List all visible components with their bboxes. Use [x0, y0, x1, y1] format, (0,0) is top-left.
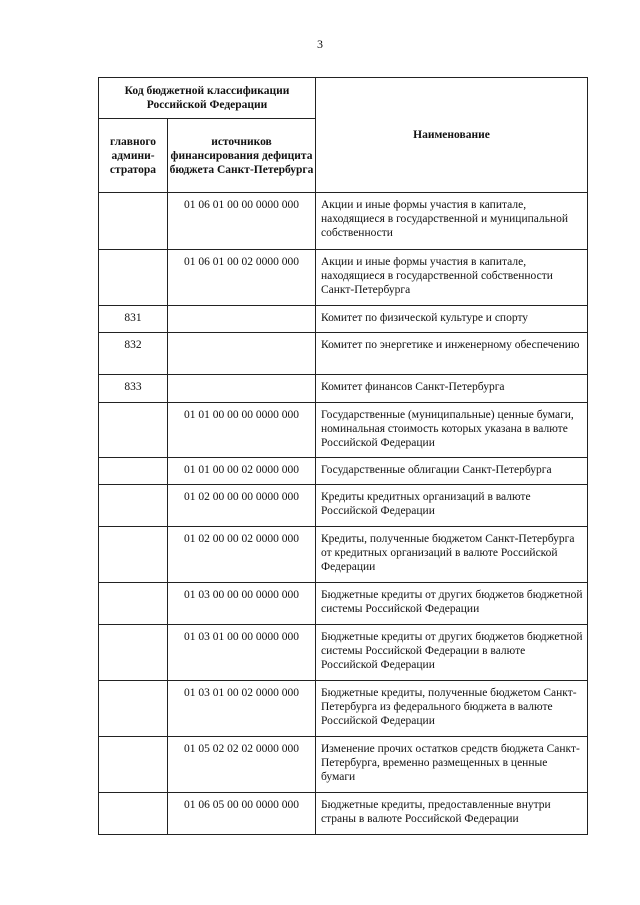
source-code-cell: 01 02 00 00 02 0000 000	[168, 527, 316, 583]
name-cell: Бюджетные кредиты, полученные бюджетом Санкт-Петербурга из федерального бюджета в валюте Российской Федерации	[316, 681, 588, 737]
admin-code-cell	[99, 485, 168, 527]
name-cell: Комитет финансов Санкт-Петербурга	[316, 375, 588, 403]
name-cell: Бюджетные кредиты, предоставленные внутри страны в валюте Российской Федерации	[316, 793, 588, 835]
page-number: 3	[317, 37, 323, 51]
table-row	[99, 625, 588, 681]
header-name: Наименование	[316, 78, 588, 193]
source-code-cell: 01 03 01 00 00 0000 000	[168, 625, 316, 681]
table-body	[99, 193, 588, 835]
header-classification-code: Код бюджетной классификации Российской Федерации	[99, 78, 316, 119]
table-row	[99, 403, 588, 458]
table-row	[99, 527, 588, 583]
source-code-cell: 01 03 00 00 00 0000 000	[168, 583, 316, 625]
name-cell: Бюджетные кредиты от других бюджетов бюджетной системы Российской Федерации в валюте Российской Федерации	[316, 625, 588, 681]
admin-code-cell	[99, 793, 168, 835]
name-cell: Бюджетные кредиты от других бюджетов бюджетной системы Российской Федерации	[316, 583, 588, 625]
name-cell: Государственные (муниципальные) ценные бумаги, номинальная стоимость которых указана в валюте Российской Федерации	[316, 403, 588, 458]
table-row	[99, 737, 588, 793]
name-cell: Государственные облигации Санкт-Петербурга	[316, 458, 588, 485]
header-financing-sources: источников финансирования дефицита бюджета Санкт-Петербурга	[168, 119, 316, 193]
admin-code-cell	[99, 737, 168, 793]
name-cell: Комитет по энергетике и инженерному обеспечению	[316, 333, 588, 375]
name-cell: Акции и иные формы участия в капитале, находящиеся в государственной и муниципальной собственности	[316, 193, 588, 250]
admin-code-cell	[99, 527, 168, 583]
source-code-cell: 01 06 01 00 02 0000 000	[168, 250, 316, 306]
source-code-cell: 01 05 02 02 02 0000 000	[168, 737, 316, 793]
table-row	[99, 485, 588, 527]
source-code-cell	[168, 375, 316, 403]
admin-code-cell	[99, 583, 168, 625]
name-cell: Изменение прочих остатков средств бюджета Санкт-Петербурга, временно размещенных в ценные бумаги	[316, 737, 588, 793]
table-row	[99, 306, 588, 333]
table-row	[99, 193, 588, 250]
table-row	[99, 458, 588, 485]
admin-code-cell: 833	[99, 375, 168, 403]
table-row	[99, 333, 588, 375]
admin-code-cell: 832	[99, 333, 168, 375]
admin-code-cell: 831	[99, 306, 168, 333]
table-row	[99, 681, 588, 737]
admin-code-cell	[99, 193, 168, 250]
source-code-cell: 01 06 05 00 00 0000 000	[168, 793, 316, 835]
table-row	[99, 250, 588, 306]
table-row	[99, 583, 588, 625]
name-cell: Кредиты, полученные бюджетом Санкт-Петербурга от кредитных организаций в валюте Российской Федерации	[316, 527, 588, 583]
source-code-cell: 01 01 00 00 00 0000 000	[168, 403, 316, 458]
source-code-cell	[168, 306, 316, 333]
admin-code-cell	[99, 458, 168, 485]
admin-code-cell	[99, 625, 168, 681]
name-cell: Комитет по физической культуре и спорту	[316, 306, 588, 333]
source-code-cell: 01 01 00 00 02 0000 000	[168, 458, 316, 485]
source-code-cell	[168, 333, 316, 375]
table-row	[99, 375, 588, 403]
name-cell: Акции и иные формы участия в капитале, находящиеся в государственной собственности Санкт-Петербурга	[316, 250, 588, 306]
budget-classification-table	[98, 77, 588, 835]
admin-code-cell	[99, 250, 168, 306]
table-row	[99, 793, 588, 835]
header-main-administrator: главного админи-стратора	[99, 119, 168, 193]
name-cell: Кредиты кредитных организаций в валюте Российской Федерации	[316, 485, 588, 527]
source-code-cell: 01 02 00 00 00 0000 000	[168, 485, 316, 527]
source-code-cell: 01 03 01 00 02 0000 000	[168, 681, 316, 737]
admin-code-cell	[99, 403, 168, 458]
source-code-cell: 01 06 01 00 00 0000 000	[168, 193, 316, 250]
admin-code-cell	[99, 681, 168, 737]
